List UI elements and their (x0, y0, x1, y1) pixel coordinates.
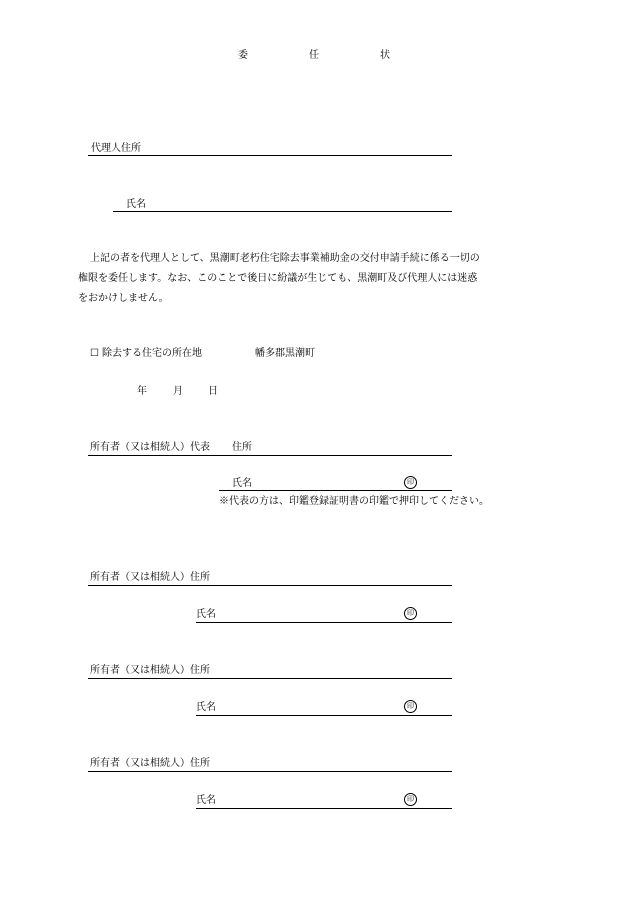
date-year: 年 (137, 386, 147, 397)
representative-note: ※代表の方は、印鑑登録証明書の印鑑で押印してください。 (219, 496, 489, 507)
agent-address-line[interactable] (88, 155, 452, 156)
owner-3-seal-icon: 印 (404, 793, 417, 806)
title-char-3: 状 (380, 50, 390, 61)
representative-address-line[interactable] (88, 455, 452, 456)
location-label: 除去する住宅の所在地 (102, 348, 202, 359)
date-day: 日 (208, 386, 218, 397)
owner-1-address-line[interactable] (88, 585, 452, 586)
agent-address-label: 代理人住所 (91, 143, 141, 154)
owner-1-seal-icon: 印 (404, 607, 417, 620)
body-line-3: をおかけしません。 (78, 293, 169, 304)
location-checkbox[interactable]: ☐ (90, 348, 99, 359)
body-line-1: 上記の者を代理人として、黒潮町老朽住宅除去事業補助金の交付申請手続に係る一切の (90, 253, 480, 264)
owner-1-name-label: 氏名 (196, 609, 216, 620)
title-char-1: 委 (238, 50, 248, 61)
agent-name-label: 氏名 (126, 199, 146, 210)
owner-2-seal-icon: 印 (404, 700, 417, 713)
owner-2-name-line[interactable] (196, 715, 452, 716)
representative-name-label: 氏名 (232, 478, 252, 489)
owner-2-name-label: 氏名 (196, 702, 216, 713)
representative-name-line[interactable] (219, 490, 452, 491)
owner-2-address-line[interactable] (88, 678, 452, 679)
date-month: 月 (173, 386, 183, 397)
location-value: 幡多郡黒潮町 (255, 348, 315, 359)
title-char-2: 任 (309, 50, 319, 61)
owner-2-label: 所有者（又は相続人）住所 (90, 665, 210, 676)
owner-3-name-line[interactable] (196, 808, 452, 809)
body-paragraph (78, 249, 554, 309)
agent-name-line[interactable] (113, 211, 452, 212)
owner-3-name-label: 氏名 (196, 795, 216, 806)
representative-address-label: 住所 (232, 442, 252, 453)
owner-3-label: 所有者（又は相続人）住所 (90, 758, 210, 769)
owner-3-address-line[interactable] (88, 771, 452, 772)
representative-seal-icon: 印 (404, 476, 417, 489)
body-line-2: 権限を委任します。なお、このことで後日に紛議が生じても、黒潮町及び代理人には迷惑 (78, 273, 478, 284)
representative-label: 所有者（又は相続人）代表 (90, 442, 210, 453)
owner-1-label: 所有者（又は相続人）住所 (90, 572, 210, 583)
owner-1-name-line[interactable] (196, 622, 452, 623)
